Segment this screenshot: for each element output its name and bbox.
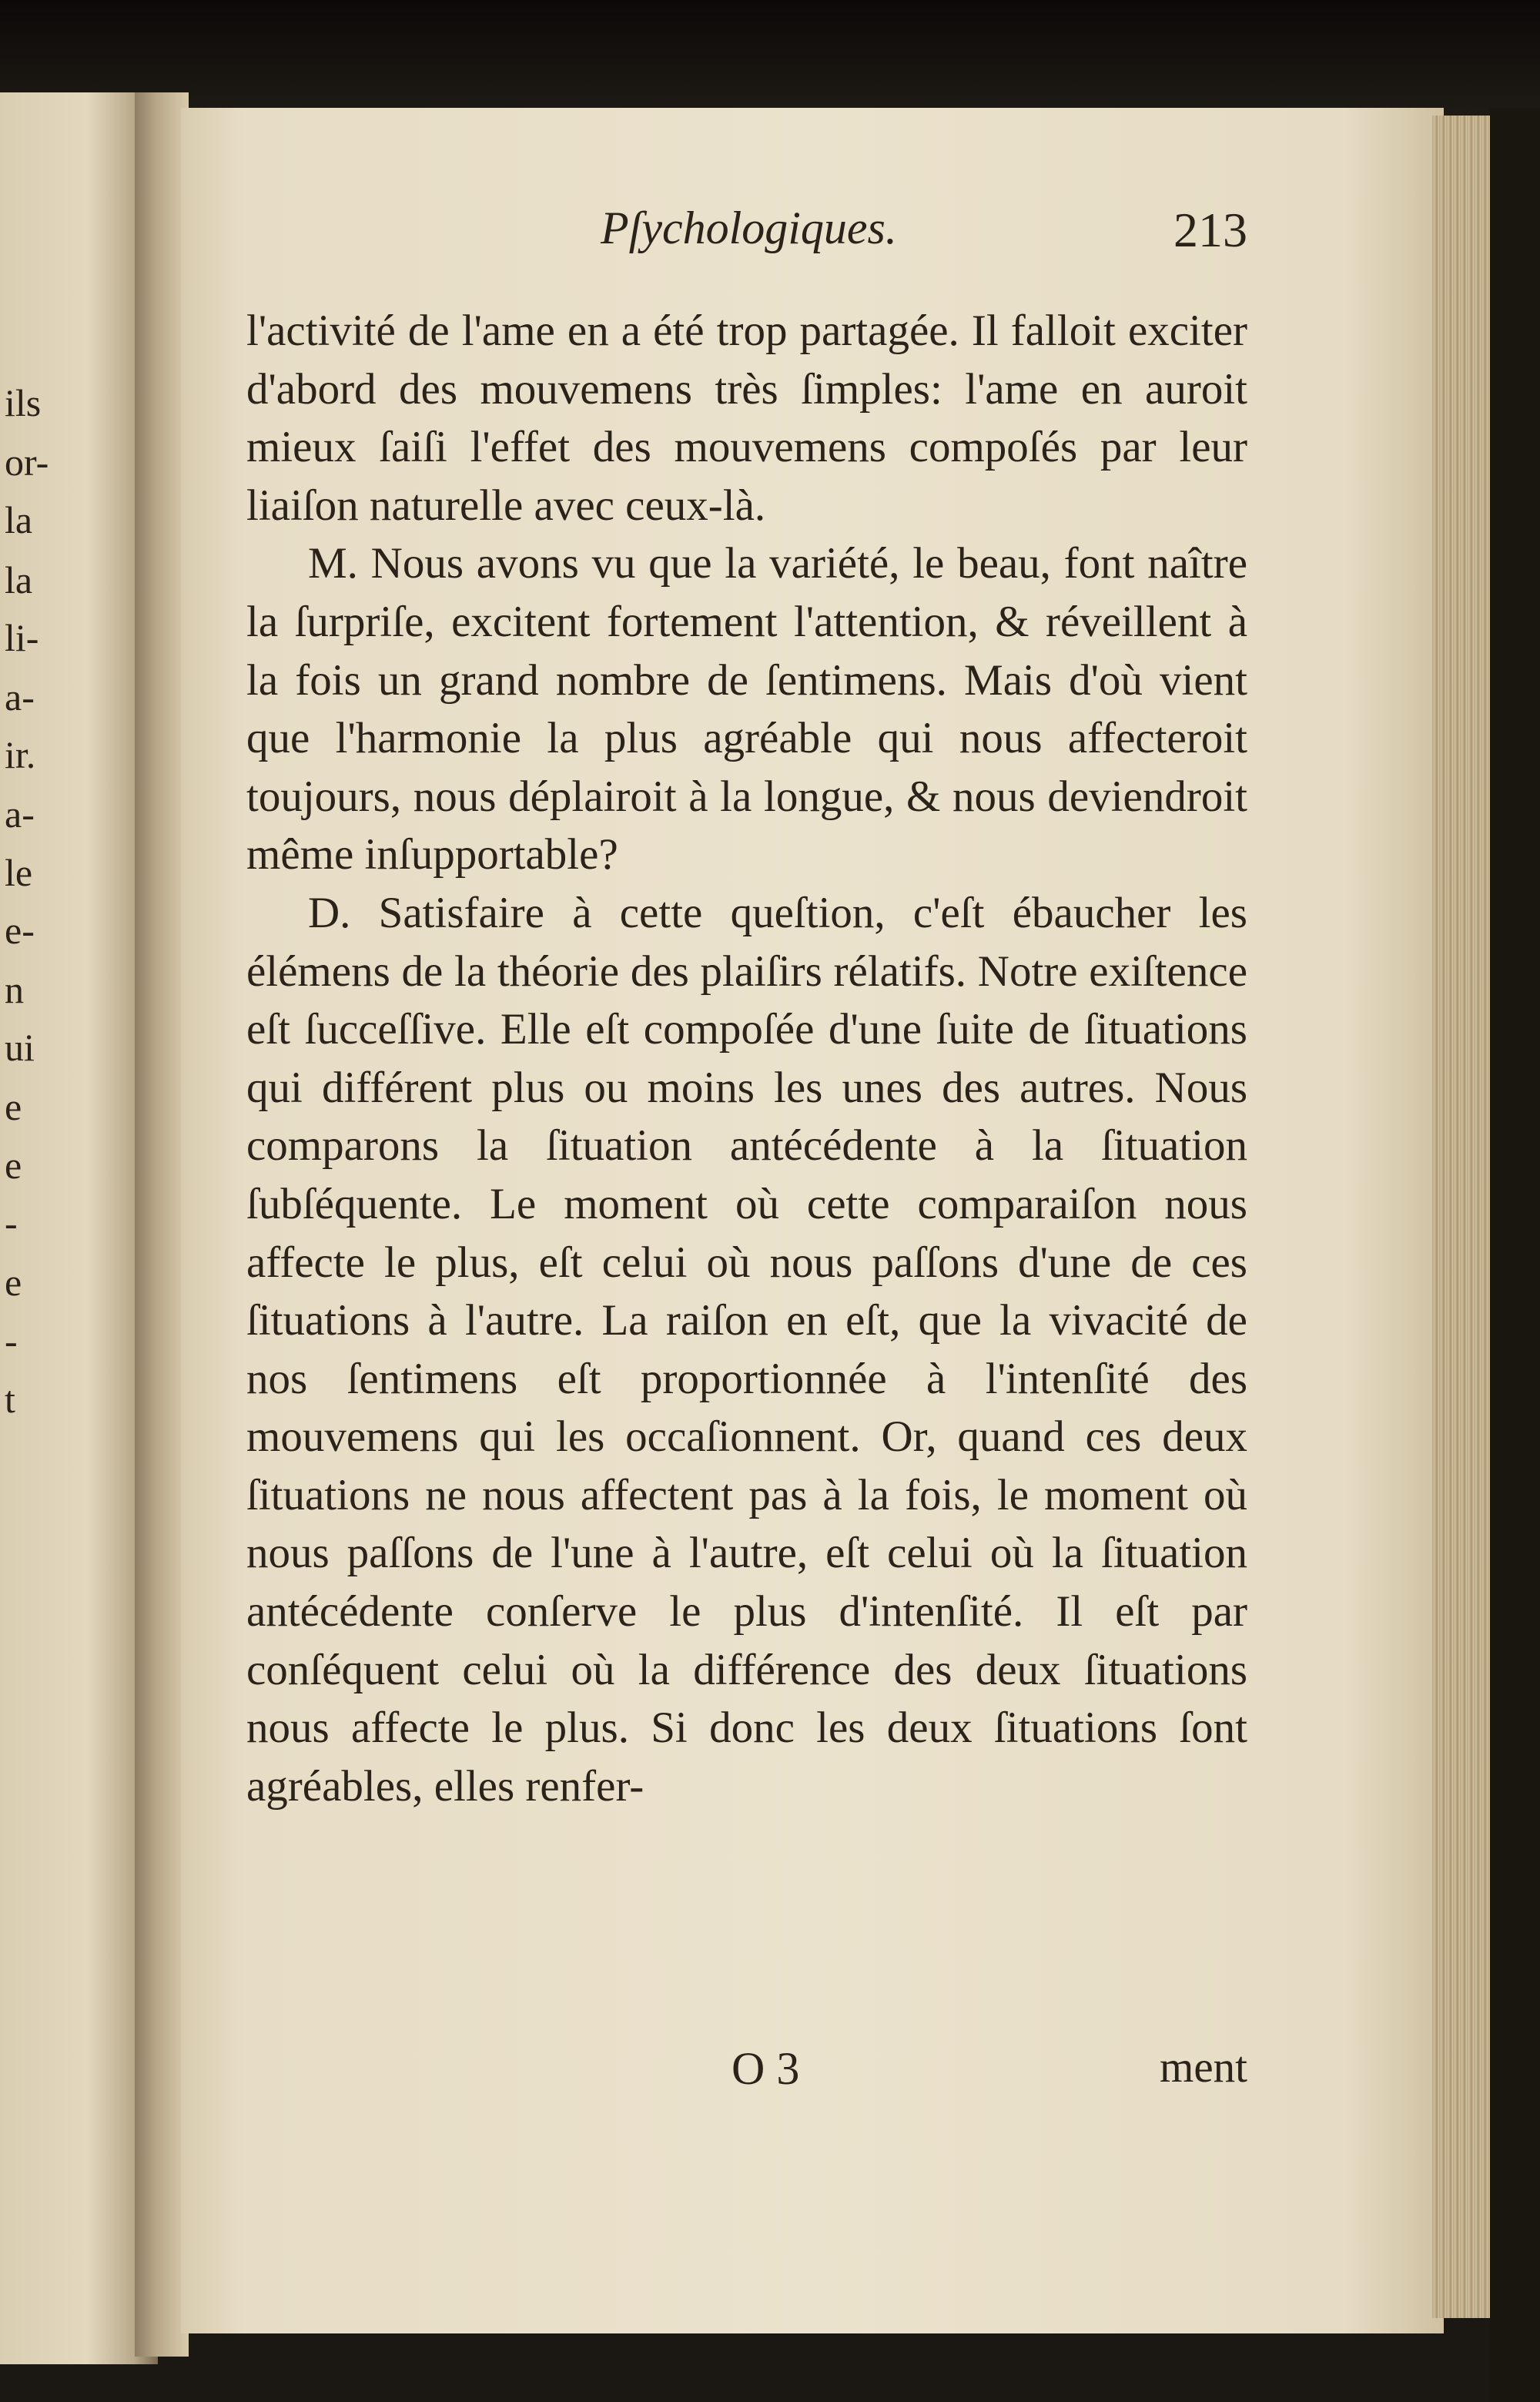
paragraph: D. Satisfaire à cette queſtion, c'eſt ébaucher les élémens de la théorie des plaiſirs rélatifs. Notre exiſtence eſt ſucceſſive. Elle eſt compoſée d'une ſuite de ſituations qui différent plus ou moins les unes des autres. Nous comparons la ſituation antécédente à la ſituation ſubſéquente. Le moment où cette comparaiſon nous affecte le plus, eſt celui où nous paſſons d'une de ces ſituations à l'autre. La raiſon en eſt, que la vivacité de nos ſentimens eſt proportionnée à l'intenſité des mouvemens qui les occaſionnent. Or, quand ces deux ſituations ne nous affectent pas à la fois, le moment où nous paſſons de l'une à l'autre, eſt celui où la ſituation antécédente conſerve le plus d'intenſité. Il eſt par conſéquent celui où la différence des deux ſituations nous affecte le plus. Si donc les deux ſituations ſont agréables, elles renfer- [246,888,1247,1811]
left-page-fragment: ir. [5,735,36,774]
left-page-fragment: - [5,1204,18,1242]
paragraph: M. Nous avons vu que la variété, le beau, font naître la ſurpriſe, excitent fortement l'attention, & réveillent à la fois un grand nombre de ſentimens. Mais d'où vient que l'harmonie la plus agréable qui nous affecteroit toujours, nous déplairoit à la longue, & nous deviendroit même inſupportable? [246,539,1247,879]
left-page-fragment: li- [5,618,39,657]
left-page-fragment: or- [5,443,49,481]
running-head: Pſychologiques. [601,203,897,253]
left-page-fragment: n [5,970,24,1009]
left-page-fragment: a- [5,795,35,833]
left-page-fragment: a- [5,678,35,716]
left-page-fragment: e [5,1146,22,1184]
left-page-fragment: t [5,1380,15,1419]
left-page-fragment: e- [5,911,35,950]
signature-mark: O 3 [732,2043,800,2094]
left-page-fragment: ils [5,384,42,422]
scan-background [0,0,1540,116]
left-page-fragment: le [5,853,33,892]
page-footer [246,2042,1247,2112]
page-number: 213 [1173,203,1247,257]
left-page-fragment: e [5,1263,22,1302]
scan-background-right [1490,108,1540,2402]
left-page-fragment: la [5,501,33,539]
left-page-fragment: e [5,1087,22,1126]
left-page-fragment: ui [5,1028,35,1067]
left-page-fragment: - [5,1322,18,1360]
catchword: ment [1160,2043,1247,2092]
paragraph: l'activité de l'ame en a été trop partagée. Il falloit exciter d'abord des mouvemens très ſimples: l'ame en auroit mieux ſaiſi l'effet des mouvemens compoſés par leur liaiſon naturelle avec ceux-là. [246,307,1247,530]
left-page-fragment: la [5,561,33,599]
page-header [246,202,1247,279]
body-text [246,302,1247,1815]
